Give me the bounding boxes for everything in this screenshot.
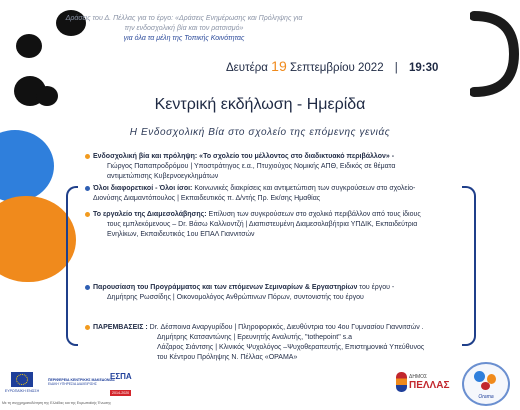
page-title: Κεντρική εκδήλωση - Ημερίδα	[154, 96, 366, 113]
program-item-line: τους εμπλεκόμενους – Dr. Βάσω Καλλιοντζή | Διαπιστευμένη Διαμεσολαβήτρια ΥΠΔΙΚ, Εκπαιδεύτρια	[107, 221, 418, 228]
program-item	[93, 210, 493, 240]
bullet-dot	[85, 285, 90, 290]
event-time: 19:30	[409, 62, 439, 74]
program-item-line: Διονύσης Διαμαντόπουλος | Εκπαιδευτικός π. Δ/ντής Πρ. Εκ/σης Ημαθίας	[93, 195, 321, 202]
decorative-arc	[470, 6, 520, 102]
eu-logo-label: ΕΥΡΩΠΑΪΚΗ ΕΝΩΣΗ	[4, 389, 40, 393]
program-item-title: ΠΑΡΕΜΒΑΣΕΙΣ :	[93, 324, 148, 331]
program-item-line: Λάζαρος Σιάντσης | Κλινικός Ψυχολόγος –Ψυχοθεραπευτής, Επιστημονικά Υπεύθυνος	[157, 344, 425, 351]
program-item-title: Παρουσίαση του Προγράμματος και των επόμενων Σεμιναρίων & Εργαστηρίων	[93, 284, 358, 291]
header-line-2: την ενδοσχολική βία και τον ρατσισμό»	[124, 25, 244, 32]
program-item	[93, 323, 493, 363]
pellas-label: ΠΕΛΛΑΣ	[409, 379, 450, 391]
program-item-title-rest: Dr. Δέσποινα Αναργυρίδου | Πληροφορικός, Διευθύντρια του 4ου Γυμνασίου Γιαννιτσών .	[147, 324, 424, 331]
day-name: Δευτέρα	[226, 62, 268, 74]
program-item-title-rest: Επίλυση των συγκρούσεων στο σχολικό περιβάλλον από τους ίδιους	[206, 211, 421, 218]
program-item-line: του Κέντρου Πρόληψης Ν. Πέλλας «ΟΡΑΜΑ»	[157, 354, 298, 361]
month-year: Σεπτεμβρίου 2022	[289, 62, 384, 74]
region-logo	[46, 378, 116, 394]
bullet-dot	[85, 212, 90, 217]
region-logo-line2: ΕΙΔΙΚΗ ΥΠΗΡΕΣΙΑ ΔΙΑΧΕΙΡΙΣΗΣ	[48, 382, 97, 386]
header-line-1: Δράσεις του Δ. Πέλλας για το έργο: «Δράσεις Ενημέρωσης και Πρόληψης για	[65, 15, 303, 22]
espa-logo-label: ΕΣΠΑ	[110, 372, 132, 381]
program-item-line: Ενηλίκων, Εκπαιδευτικός 1ου ΕΠΑΛ Γιαννιτσών	[107, 231, 255, 238]
bullet-dot	[85, 186, 90, 191]
bullet-dot	[85, 325, 90, 330]
header-line-3: για όλα τα μέλη της Τοπικής Κοινότητας	[123, 35, 245, 42]
espa-logo-years: 2014-2020	[112, 391, 130, 395]
bracket-left	[66, 186, 78, 346]
decorative-orange-blob	[0, 196, 76, 282]
program-item	[93, 283, 493, 303]
bullet-dot	[85, 154, 90, 159]
funding-note: Με τη συγχρηματοδότηση της Ελλάδας και της Ευρωπαϊκής Ένωσης	[2, 401, 112, 405]
espa-logo	[110, 372, 144, 398]
program-item-title-rest: Κοινωνικές διακρίσεις και αντιμετώπιση των συγκρούσεων στο σχολείο-	[192, 185, 416, 192]
date-separator: |	[394, 62, 398, 74]
region-logo-line1: ΠΕΡΙΦΕΡΕΙΑ ΚΕΝΤΡΙΚΗΣ ΜΑΚΕΔΟΝΙΑΣ	[48, 378, 116, 382]
program-item-line: Δημήτρης Κατσαντώνης | Ερευνητής Αναλυτής, "tothepoint" s.a	[157, 334, 352, 341]
dimos-pellas-logo	[396, 372, 452, 404]
program-item-line: Γιώργος Παπαπροδρόμου | Υποστράτηγος ε.α., Πτυχιούχος Νομικής ΑΠΘ, Ειδικός σε θέματα	[107, 163, 396, 170]
dimos-label: ΔΗΜΟΣ	[409, 373, 428, 380]
program-item-title: Όλοι διαφορετικοί - Όλοι ίσοι:	[93, 185, 193, 192]
eu-logo	[2, 372, 42, 400]
decorative-blue-blob	[0, 130, 54, 202]
bracket-right	[462, 186, 476, 346]
day-number: 19	[271, 58, 287, 74]
program-item-line: αντιμετώπισης Κυβερνοεγκλημάτων	[107, 173, 219, 180]
program-item	[93, 184, 493, 204]
program-item-title: Το εργαλείο της Διαμεσολάβησης:	[93, 211, 207, 218]
event-date	[226, 58, 510, 74]
orama-label: Orama	[478, 394, 494, 400]
program-item-title: Ενδοσχολική βία και πρόληψη: «Το σχολείο του μέλλοντος στο διαδικτυακό περιβάλλον» -	[93, 153, 395, 160]
page-subtitle: Η Ενδοσχολική Βία στο σχολείο της επόμενης γενιάς	[129, 127, 391, 138]
program-item	[93, 152, 493, 182]
orama-logo	[462, 362, 510, 406]
program-item-line: Δημήτρης Ρωσσίδης | Οικονομολόγος Ανθρώπινων Πόρων, συντονιστής του έργου	[107, 294, 364, 301]
program-item-title-rest: του έργου -	[357, 284, 395, 291]
